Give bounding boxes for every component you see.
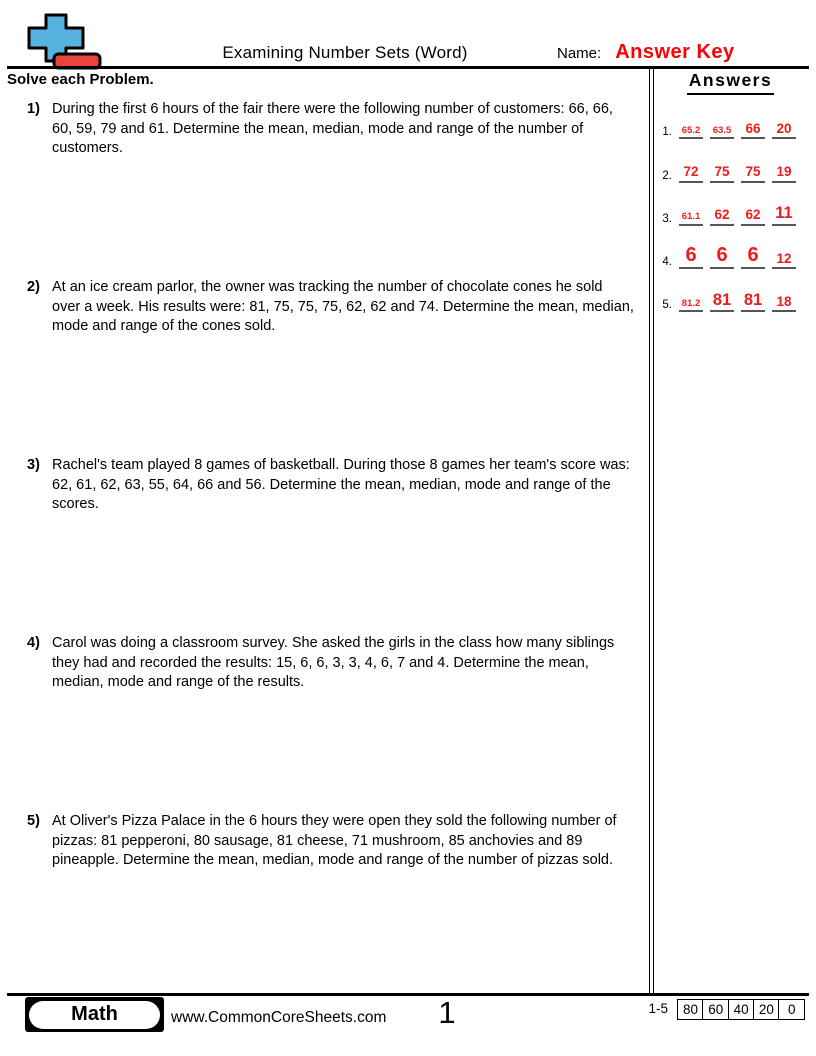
answer-blank: 66	[741, 122, 765, 140]
answers-heading-wrap	[652, 70, 809, 95]
problem-text: Rachel's team played 8 games of basketball. During those 8 games her team's score was: 62, 61, 62, 63, 55, 64, 66 and 56. Determine the mean, median, mode and range of the scores.	[52, 457, 630, 512]
plus-minus-logo	[25, 12, 110, 70]
answer-blank: 62	[741, 208, 765, 226]
problem-text: Carol was doing a classroom survey. She asked the girls in the class how many siblings they had and recorded the results: 15, 6, 6, 3, 3, 4, 6, 7 and 4. Determine the mean, median, mode and range of the results.	[52, 635, 615, 690]
score-grid	[677, 999, 805, 1020]
score-box: 0	[778, 999, 805, 1020]
answer-row-number: 3.	[662, 212, 672, 225]
score-box: 80	[677, 999, 704, 1020]
subject-badge-pill	[29, 1001, 160, 1029]
score-box: 40	[728, 999, 755, 1020]
problem-item	[27, 812, 634, 871]
answer-blank: 6	[679, 245, 703, 269]
problem-text: During the first 6 hours of the fair there were the following number of customers: 66, 66, 60, 59, 79 and 61. Determine the mean, median, mode and range of the number of customers.	[52, 101, 613, 156]
problem-number: 2)	[27, 279, 40, 295]
website-text: www.CommonCoreSheets.com	[171, 1009, 387, 1026]
answer-blank: 81	[710, 292, 734, 313]
answer-blank: 72	[679, 165, 703, 183]
answer-blank: 20	[772, 122, 796, 140]
answer-blank: 65.2	[679, 126, 703, 140]
answer-row	[655, 183, 796, 226]
answer-blank: 11	[772, 205, 796, 226]
score-box: 20	[753, 999, 780, 1020]
score-range-label: 1-5	[648, 1001, 668, 1016]
problem-item	[27, 456, 634, 515]
instructions-text: Solve each Problem.	[7, 71, 154, 88]
answer-blank: 81.2	[679, 299, 703, 313]
answers-heading: Answers	[687, 70, 774, 95]
answer-row	[655, 269, 796, 312]
answer-key-list	[655, 96, 796, 312]
answer-blank: 63.5	[710, 126, 734, 140]
answer-blank: 75	[741, 165, 765, 183]
answer-blank: 75	[710, 165, 734, 183]
answer-row-number: 4.	[662, 256, 672, 269]
answer-blank: 6	[710, 245, 734, 269]
problem-text: At Oliver's Pizza Palace in the 6 hours they were open they sold the following number of pizzas: 81 pepperoni, 80 sausage, 81 cheese, 71 mushroom, 85 anchovies and 89 pineapple. Determine the mean, median, mode and range of the number of pizzas sold.	[52, 813, 617, 868]
answer-row-number: 1.	[662, 126, 672, 139]
footer-rule	[7, 993, 809, 996]
page-number: 1	[438, 995, 456, 1030]
answer-blank: 61.1	[679, 212, 703, 226]
header-rule	[7, 66, 809, 69]
answer-key-value: Answer Key	[615, 41, 735, 63]
subject-badge	[25, 997, 164, 1032]
problem-text: At an ice cream parlor, the owner was tracking the number of chocolate cones he sold over a week. His results were: 81, 75, 75, 75, 62, 62 and 74. Determine the mean, median, mode and range of the cones sold.	[52, 279, 634, 334]
answer-blank: 62	[710, 208, 734, 226]
worksheet-title: Examining Number Sets (Word)	[222, 43, 468, 62]
name-row	[557, 41, 735, 64]
answer-blank: 6	[741, 245, 765, 269]
answer-blank: 18	[772, 295, 796, 313]
problem-item	[27, 100, 634, 159]
answers-divider	[649, 68, 654, 994]
answer-row-number: 2.	[662, 169, 672, 182]
problem-number: 3)	[27, 457, 40, 473]
answer-row-number: 5.	[662, 299, 672, 312]
answer-blank: 12	[772, 252, 796, 270]
score-box: 60	[702, 999, 729, 1020]
answer-row	[655, 226, 796, 269]
problem-number: 5)	[27, 813, 40, 829]
answer-blank: 81	[741, 292, 765, 313]
name-label: Name:	[557, 45, 602, 62]
answer-row	[655, 96, 796, 139]
problem-number: 1)	[27, 101, 40, 117]
problem-item	[27, 278, 634, 337]
subject-label: Math	[71, 1003, 118, 1025]
answer-blank: 19	[772, 165, 796, 183]
problem-number: 4)	[27, 635, 40, 651]
answer-row	[655, 139, 796, 182]
problem-item	[27, 634, 634, 693]
